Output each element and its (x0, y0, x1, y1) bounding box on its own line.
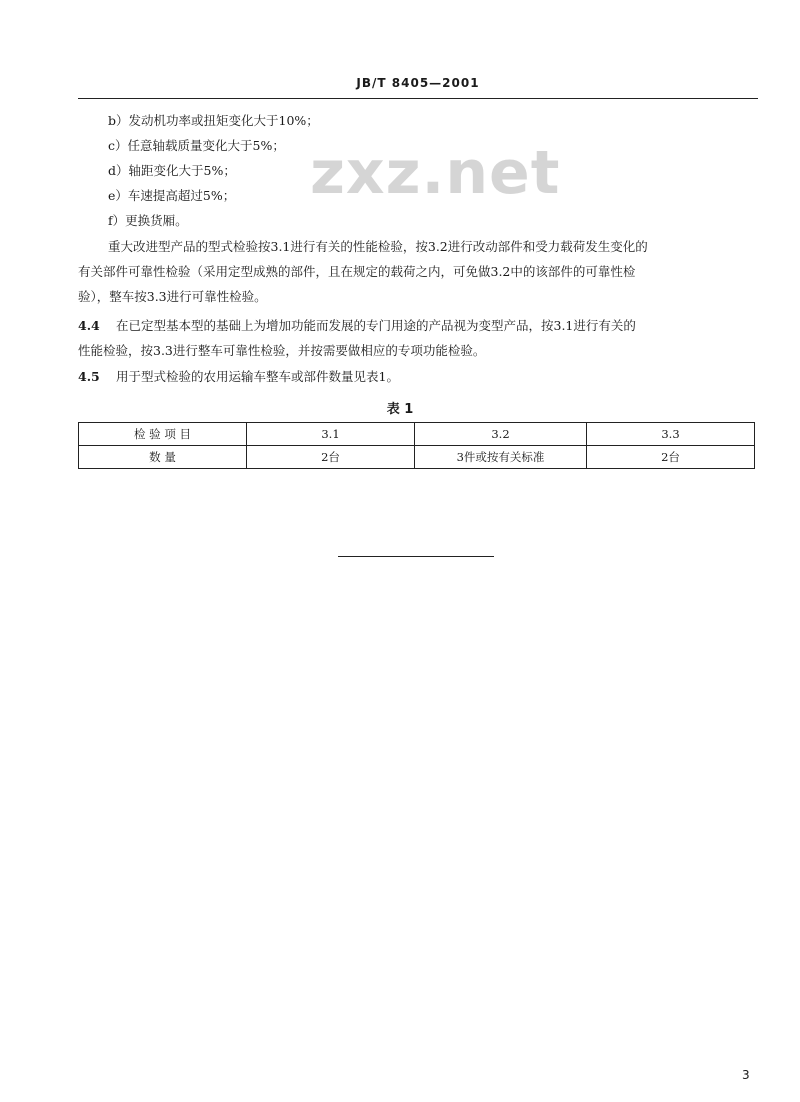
table-caption: 表 1 (386, 402, 414, 417)
list-item-d: d）轴距变化大于5%； (108, 163, 236, 178)
paragraph-line: 有关部件可靠性检验（采用定型成熟的部件，且在规定的载荷之内，可免做3.2中的该部件的可靠性检 (78, 264, 636, 279)
page-number: 3 (742, 1068, 750, 1082)
list-item-f: f）更换货厢。 (108, 213, 188, 228)
list-item-e: e）车速提高超过5%； (108, 188, 236, 203)
paragraph-line: 重大改进型产品的型式检验按3.1进行有关的性能检验，按3.2进行改动部件和受力载荷发生变化的 (108, 239, 648, 254)
clause-text: 用于型式检验的农用运输车整车或部件数量见表1。 (116, 369, 399, 384)
watermark: zxz.net (310, 138, 561, 208)
table-cell: 3.2 (415, 423, 587, 446)
table-cell: 检 验 项 目 (79, 423, 247, 446)
quantity-table (78, 422, 755, 469)
paragraph-line: 验），整车按3.3进行可靠性检验。 (78, 289, 267, 304)
table-cell: 数 量 (79, 446, 247, 469)
table-cell: 2台 (247, 446, 415, 469)
list-item-c: c）任意轴载质量变化大于5%； (108, 138, 285, 153)
table-row (79, 423, 755, 446)
table-cell: 3.1 (247, 423, 415, 446)
table-cell: 3.3 (587, 423, 755, 446)
clause-number: 4.5 (78, 369, 100, 384)
table-row (79, 446, 755, 469)
clause-text: 性能检验，按3.3进行整车可靠性检验，并按需要做相应的专项功能检验。 (78, 343, 486, 358)
table-cell: 2台 (587, 446, 755, 469)
page-header: JB/T 8405—2001 (78, 72, 758, 99)
end-rule (338, 556, 494, 557)
clause-number: 4.4 (78, 318, 100, 333)
clause-text: 在已定型基本型的基础上为增加功能而发展的专门用途的产品视为变型产品，按3.1进行有关的 (116, 318, 636, 333)
table-cell: 3件或按有关标准 (415, 446, 587, 469)
list-item-b: b）发动机功率或扭矩变化大于10%； (108, 113, 319, 128)
